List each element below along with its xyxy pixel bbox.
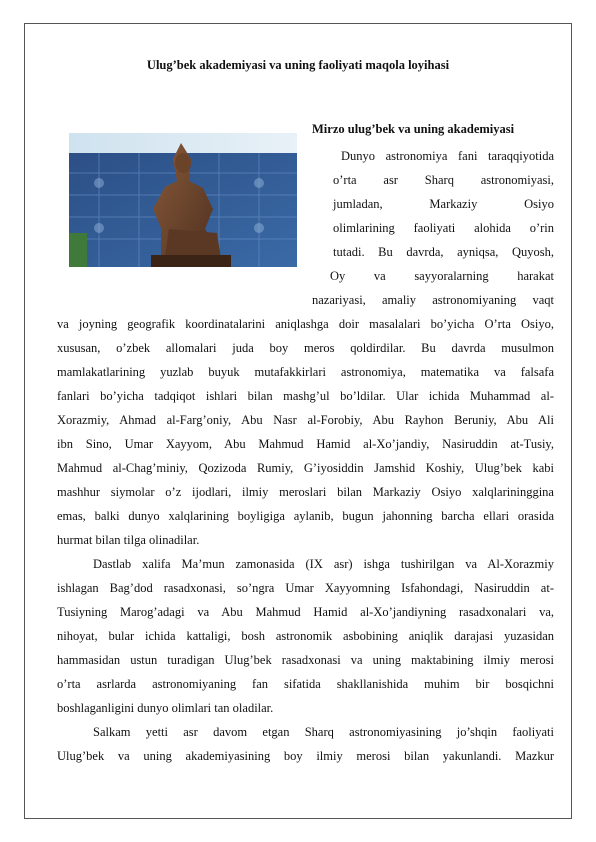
body-line-1: nazariyasi, amaliy astronomiyaning vaqt (312, 293, 554, 307)
body-line-14: Tusiyning Marog’adagi va Abu Mahmud Hamid al-Xo’jandiyning rasadxonalari va, (57, 605, 554, 619)
body-line-12: Dastlab xalifa Ma’mun zamonasida (IX asr) ishga tushirilgan va Al-Xorazmiy (93, 557, 554, 571)
body-line-4: mamlakatlarining yuzlab buyuk mutafakkirlari astronomiya, matematika va falsafa (57, 365, 554, 379)
side-line-2: o’rta asr Sharq astronomiyasi, (333, 173, 554, 187)
body-line-2: va joyning geografik koordinatalarini aniqlashga doir masalalari bo’yicha O’rta Osiyo, (57, 317, 554, 331)
body-line-10: emas, balki dunyo xalqlarining boyligiga aylanib, bugun jahonning barcha ellari orasida (57, 509, 554, 523)
body-line-15: nihoyat, bular ichida kattaligi, bosh astronomik asbobining aniqlik darajasi yuzasidan (57, 629, 554, 643)
side-line-5: tutadi. Bu davrda, ayniqsa, Quyosh, (333, 245, 554, 259)
body-line-19: Salkam yetti asr davom etgan Sharq astronomiyasining jo’shqin faoliyati (93, 725, 554, 739)
body-line-13: ishlagan Bag’dod rasadxonasi, so’ngra Umar Xayyomning Isfahondagi, Nasiruddin at- (57, 581, 554, 595)
side-line-6: Oy va sayyoralarning harakat (330, 269, 554, 283)
body-line-7: ibn Sino, Umar Xayyom, Abu Mahmud Hamid al-Xo’jandiy, Nasiruddin at-Tusiy, (57, 437, 554, 451)
body-line-6: Xorazmiy, Ahmad al-Farg’oniy, Abu Nasr al-Forobiy, Abu Rayhon Beruniy, Abu Ali (57, 413, 554, 427)
side-line-1: Dunyo astronomiya fani taraqqiyotida (341, 149, 554, 163)
body-line-8: Mahmud al-Chag’miniy, Qozizoda Rumiy, G’iyosiddin Jamshid Koshiy, Ulug’bek kabi (57, 461, 554, 475)
body-line-20: Ulug’bek va uning akademiyasining boy ilmiy merosi bilan yakunlandi. Mazkur (57, 749, 554, 763)
section-heading: Mirzo ulug’bek va uning akademiyasi (312, 122, 515, 136)
ulugbek-statue-photo (69, 133, 297, 267)
body-line-5: fanlari bo’yicha tadqiqot ishlari bilan mashg’ul bo’ldilar. Ular ichida Muhammad al- (57, 389, 554, 403)
body-line-17: o’rta asrlarda astronomiyaning fan sifatida shakllanishida muhim bir bosqichni (57, 677, 554, 691)
body-line-16: hammasidan ustun turadigan Ulug’bek rasadxonasi va uning maktabining ilmiy merosi (57, 653, 554, 667)
side-line-4: olimlarining faoliyati alohida o’rin (333, 221, 554, 235)
document-title: Ulug’bek akademiyasi va uning faoliyati maqola loyihasi (146, 58, 450, 72)
body-line-9: mashhur siymolar o’z ijodlari, ilmiy meroslari bilan Markaziy Osiyo xalqlarininggina (57, 485, 554, 499)
body-line-3: xususan, o’zbek allomalari juda boy meros qoldirdilar. Bu davrda musulmon (57, 341, 554, 355)
body-line-11: hurmat bilan tilga olinadilar. (57, 533, 200, 547)
body-line-18: boshlaganligini dunyo olimlari tan oladilar. (57, 701, 274, 715)
side-line-3: jumladan, Markaziy Osiyo (333, 197, 554, 211)
